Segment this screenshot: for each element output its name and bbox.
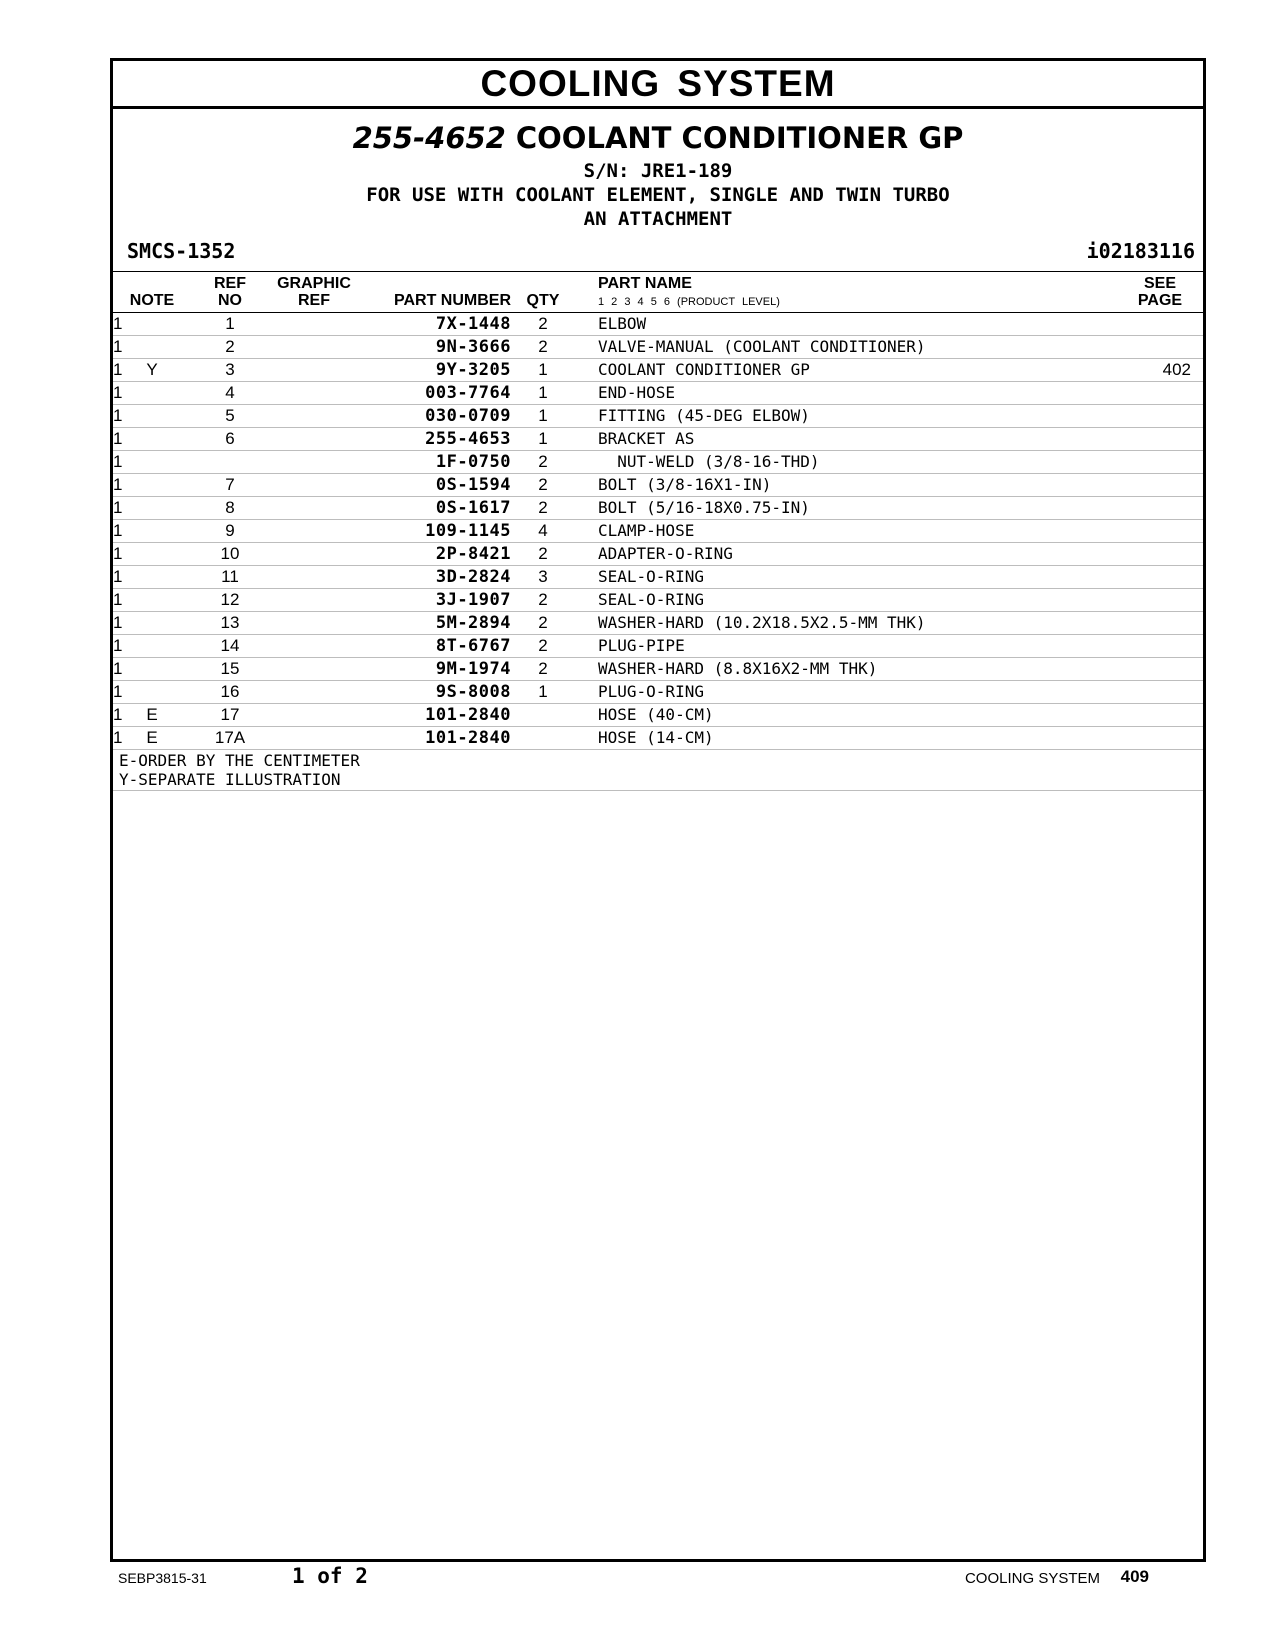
row-ref-no: 15 <box>220 659 240 678</box>
row-qty: 2 <box>538 498 548 517</box>
table-row <box>113 520 1203 543</box>
row-part-number: 5M-2894 <box>435 613 511 633</box>
smcs-code: SMCS-1352 <box>127 239 236 263</box>
row-graphic-ref: 1 <box>113 452 123 471</box>
row-part-number: 101-2840 <box>425 728 511 748</box>
row-part-number: 1F-0750 <box>435 452 511 472</box>
row-part-name: END-HOSE <box>598 383 676 402</box>
table-row <box>113 474 1203 497</box>
row-part-number: 0S-1617 <box>435 498 511 518</box>
row-part-number: 101-2840 <box>425 705 511 725</box>
row-graphic-ref: 1 <box>113 521 123 540</box>
row-graphic-ref: 1 <box>113 728 123 747</box>
table-row <box>113 589 1203 612</box>
table-row <box>113 681 1203 704</box>
header-note: NOTE <box>129 292 175 309</box>
row-part-name: CLAMP-HOSE <box>598 521 695 540</box>
header-ref-no: REF NO <box>214 275 246 309</box>
row-part-number: 003-7764 <box>425 383 511 403</box>
row-qty: 2 <box>538 337 548 356</box>
table-row <box>113 497 1203 520</box>
parts-table-body <box>113 313 1203 750</box>
table-header <box>113 271 1203 313</box>
row-graphic-ref: 1 <box>113 429 123 448</box>
row-part-name: HOSE (14-CM) <box>598 728 714 747</box>
group-part-number: 255-4652 <box>352 121 506 155</box>
row-ref-no: 3 <box>225 360 235 379</box>
row-graphic-ref: 1 <box>113 705 123 724</box>
info-id: i02183116 <box>1086 239 1195 263</box>
row-qty: 2 <box>538 452 548 471</box>
row-part-name: PLUG-O-RING <box>598 682 704 701</box>
row-part-number: 030-0709 <box>425 406 511 426</box>
row-part-number: 3D-2824 <box>435 567 511 587</box>
table-row <box>113 635 1203 658</box>
page-frame <box>110 58 1206 1562</box>
group-title <box>113 121 1203 155</box>
row-qty: 2 <box>538 475 548 494</box>
row-graphic-ref: 1 <box>113 613 123 632</box>
row-part-name: WASHER-HARD (8.8X16X2-MM THK) <box>598 659 878 678</box>
row-part-name: SEAL-O-RING <box>598 590 704 609</box>
row-part-name: ADAPTER-O-RING <box>598 544 733 563</box>
row-note: E <box>146 728 158 747</box>
row-part-name: BOLT (5/16-18X0.75-IN) <box>598 498 810 517</box>
row-qty: 2 <box>538 590 548 609</box>
row-graphic-ref: 1 <box>113 314 123 333</box>
row-part-name: PLUG-PIPE <box>598 636 685 655</box>
header-product-levels: 1 2 3 4 5 6 (PRODUCT LEVEL) <box>598 296 780 308</box>
row-part-name: FITTING (45-DEG ELBOW) <box>598 406 810 425</box>
row-ref-no: 4 <box>225 383 235 402</box>
header-part-name: PART NAME <box>598 275 692 292</box>
row-ref-no: 17A <box>214 728 246 747</box>
row-note: Y <box>146 360 158 379</box>
section-title: COOLING SYSTEM <box>113 61 1203 109</box>
row-qty: 2 <box>538 314 548 333</box>
footer-page-number: 409 <box>1120 1567 1149 1586</box>
header-graphic-ref: GRAPHIC REF <box>277 275 351 309</box>
row-qty: 2 <box>538 636 548 655</box>
row-part-name: BRACKET AS <box>598 429 695 448</box>
row-ref-no: 14 <box>220 636 240 655</box>
row-graphic-ref: 1 <box>113 636 123 655</box>
note-line: Y-SEPARATE ILLUSTRATION <box>119 770 341 789</box>
row-part-name: VALVE-MANUAL (COOLANT CONDITIONER) <box>598 337 926 356</box>
table-row <box>113 359 1203 382</box>
row-see-page: 402 <box>1162 360 1191 379</box>
row-ref-no: 5 <box>225 406 235 425</box>
row-part-number: 0S-1594 <box>435 475 511 495</box>
row-ref-no: 13 <box>220 613 240 632</box>
serial-number: S/N: JRE1-189 <box>583 160 733 182</box>
row-graphic-ref: 1 <box>113 406 123 425</box>
row-qty: 2 <box>538 613 548 632</box>
row-ref-no: 11 <box>221 567 239 586</box>
table-row <box>113 336 1203 359</box>
footer-page-of: 1 of 2 <box>292 1564 368 1588</box>
table-row <box>113 612 1203 635</box>
attachment-note: AN ATTACHMENT <box>583 208 733 230</box>
row-ref-no: 8 <box>225 498 235 517</box>
header-see-page: SEE PAGE <box>1137 275 1183 309</box>
header-part-number: PART NUMBER <box>393 292 511 309</box>
row-part-name: BOLT (3/8-16X1-IN) <box>598 475 772 494</box>
footer-section: COOLING SYSTEM <box>964 1570 1100 1587</box>
row-part-number: 2P-8421 <box>435 544 511 564</box>
row-part-name: SEAL-O-RING <box>598 567 704 586</box>
header-qty: QTY <box>526 292 560 309</box>
row-ref-no: 6 <box>225 429 235 448</box>
table-row <box>113 658 1203 681</box>
row-ref-no: 2 <box>225 337 235 356</box>
id-row <box>113 239 1203 267</box>
page-footer <box>0 1564 1275 1594</box>
row-graphic-ref: 1 <box>113 590 123 609</box>
row-note: E <box>146 705 158 724</box>
note-line: E-ORDER BY THE CENTIMETER <box>119 751 360 770</box>
row-graphic-ref: 1 <box>113 337 123 356</box>
row-part-name: COOLANT CONDITIONER GP <box>598 360 810 379</box>
row-part-number: 7X-1448 <box>435 314 511 334</box>
row-part-number: 9N-3666 <box>435 337 511 357</box>
row-graphic-ref: 1 <box>113 360 123 379</box>
row-part-number: 109-1145 <box>425 521 511 541</box>
row-ref-no: 9 <box>225 521 235 540</box>
row-graphic-ref: 1 <box>113 383 123 402</box>
group-name: COOLANT CONDITIONER GP <box>515 121 964 155</box>
row-qty: 1 <box>538 429 548 448</box>
row-part-number: 255-4653 <box>425 429 511 449</box>
row-graphic-ref: 1 <box>113 475 123 494</box>
table-row <box>113 543 1203 566</box>
table-row <box>113 313 1203 336</box>
row-qty: 4 <box>538 521 548 540</box>
row-part-number: 9S-8008 <box>435 682 511 702</box>
row-graphic-ref: 1 <box>113 567 123 586</box>
row-qty: 2 <box>538 659 548 678</box>
row-ref-no: 1 <box>225 314 235 333</box>
row-qty: 2 <box>538 544 548 563</box>
row-part-number: 9M-1974 <box>435 659 511 679</box>
row-qty: 3 <box>538 567 548 586</box>
row-ref-no: 10 <box>220 544 240 563</box>
row-ref-no: 7 <box>225 475 235 494</box>
table-row <box>113 405 1203 428</box>
row-qty: 1 <box>538 383 548 402</box>
use-note: FOR USE WITH COOLANT ELEMENT, SINGLE AND TWIN TURBO <box>366 184 950 206</box>
footer-doc-number: SEBP3815-31 <box>118 1570 207 1586</box>
row-graphic-ref: 1 <box>113 659 123 678</box>
row-graphic-ref: 1 <box>113 544 123 563</box>
row-part-number: 9Y-3205 <box>435 360 511 380</box>
row-part-name: HOSE (40-CM) <box>598 705 714 724</box>
row-qty: 1 <box>538 406 548 425</box>
row-part-number: 3J-1907 <box>435 590 511 610</box>
table-row <box>113 451 1203 474</box>
row-ref-no: 12 <box>220 590 240 609</box>
row-ref-no: 16 <box>220 682 240 701</box>
row-qty: 1 <box>538 682 548 701</box>
row-graphic-ref: 1 <box>113 682 123 701</box>
row-part-name: NUT-WELD (3/8-16-THD) <box>598 452 820 471</box>
table-row <box>113 727 1203 750</box>
table-row <box>113 704 1203 727</box>
row-part-number: 8T-6767 <box>435 636 511 656</box>
row-qty: 1 <box>538 360 548 379</box>
row-ref-no: 17 <box>220 705 240 724</box>
table-row <box>113 428 1203 451</box>
row-graphic-ref: 1 <box>113 498 123 517</box>
table-row <box>113 382 1203 405</box>
row-part-name: WASHER-HARD (10.2X18.5X2.5-MM THK) <box>598 613 926 632</box>
notes-block <box>113 750 1203 791</box>
table-row <box>113 566 1203 589</box>
row-part-name: ELBOW <box>598 314 647 333</box>
